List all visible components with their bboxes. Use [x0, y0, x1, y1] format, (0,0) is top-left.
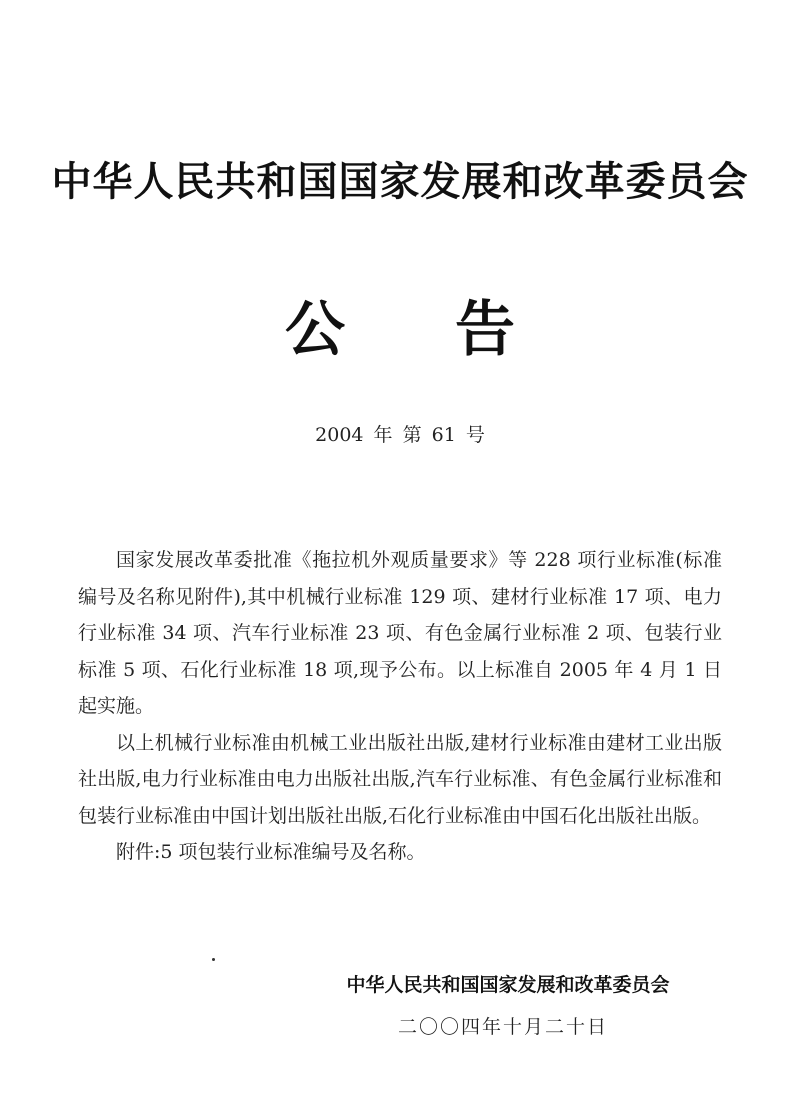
signature-issuer: 中华人民共和国国家发展和改革委员会 [346, 974, 670, 996]
document-type-heading: 公告 [285, 295, 625, 365]
document-number: 2004 年 第 61 号 [315, 424, 485, 446]
announcement-body [78, 542, 722, 871]
issuer-title: 中华人民共和国国家发展和改革委员会 [51, 159, 749, 205]
issue-date: 二〇〇四年十月二十日 [397, 1016, 608, 1038]
body-paragraph: 国家发展改革委批准《拖拉机外观质量要求》等 228 项行业标准(标准编号及名称见附件),其中机械行业标准 129 项、建材行业标准 17 项、电力行业标准 34 项、汽车行业标准 23 项、有色金属行业标准 2 项、包装行业标准 5 项、石化行业标准 18 项,现予公布。以上标准自 2005 年 4 月 1 日起实施。 [78, 549, 722, 717]
body-paragraph: 以上机械行业标准由机械工业出版社出版,建材行业标准由建材工业出版社出版,电力行业标准由电力出版社出版,汽车行业标准、有色金属行业标准和包装行业标准由中国计划出版社出版,石化行业标准由中国石化出版社出版。 [78, 731, 722, 827]
attachment-note: 附件:5 项包装行业标准编号及名称。 [116, 841, 426, 863]
scan-speck [212, 958, 215, 961]
